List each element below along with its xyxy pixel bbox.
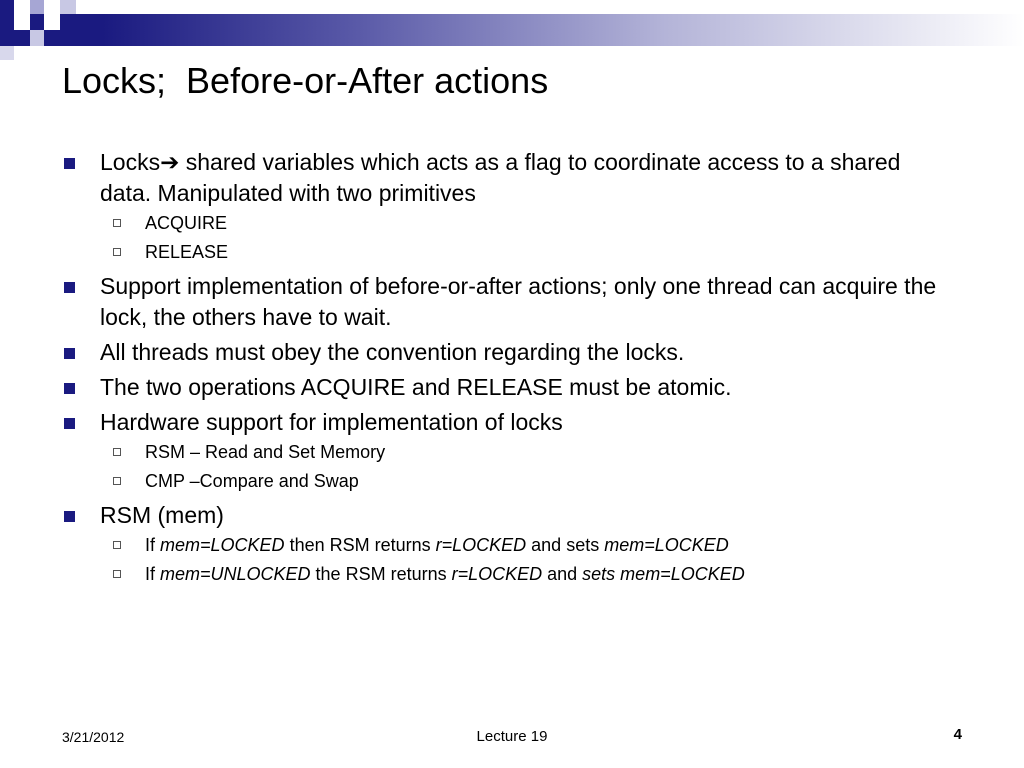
bullet-item xyxy=(62,337,942,368)
bullet-item xyxy=(62,147,942,209)
page-number: 4 xyxy=(953,726,962,743)
corner-square xyxy=(44,14,60,30)
header-gradient-bar xyxy=(0,14,1024,46)
sub-bullet-item xyxy=(62,531,942,560)
bullet-item xyxy=(62,500,942,531)
square-bullet-icon xyxy=(64,511,75,522)
sub-bullet-italic: r=LOCKED xyxy=(451,564,543,584)
hollow-square-bullet-icon xyxy=(113,570,121,578)
sub-bullet-item xyxy=(62,238,942,267)
sub-bullet-text: the RSM returns xyxy=(310,564,452,584)
square-bullet-icon xyxy=(64,348,75,359)
corner-square xyxy=(14,14,30,30)
sub-bullet-item xyxy=(62,560,942,589)
sub-bullet-italic: sets mem=LOCKED xyxy=(582,564,745,584)
sub-bullet-italic: mem=LOCKED xyxy=(160,535,285,555)
hollow-square-bullet-icon xyxy=(113,477,121,485)
sub-bullet-text: If xyxy=(145,535,161,555)
sub-bullet-item xyxy=(62,438,942,467)
square-bullet-icon xyxy=(64,383,75,394)
hollow-square-bullet-icon xyxy=(113,448,121,456)
footer-date: 3/21/2012 xyxy=(62,729,125,745)
bullet-text: RSM (mem) xyxy=(100,502,224,528)
sub-bullet-text: and sets xyxy=(526,535,605,555)
corner-square xyxy=(30,0,44,14)
sub-bullet-italic: mem=LOCKED xyxy=(604,535,729,555)
sub-bullet-text: RELEASE xyxy=(145,242,229,262)
square-bullet-icon xyxy=(64,282,75,293)
right-arrow-icon: ➔ xyxy=(160,149,180,175)
sub-bullet-text: RSM – Read and Set Memory xyxy=(145,442,386,462)
slide-title: Locks; Before-or-After actions xyxy=(62,60,549,101)
corner-square xyxy=(60,30,76,46)
corner-square xyxy=(0,0,14,14)
corner-square xyxy=(14,30,30,46)
sub-bullet-italic: r=LOCKED xyxy=(435,535,527,555)
bullet-text: All threads must obey the convention regarding the locks. xyxy=(100,339,685,365)
sub-bullet-text: If xyxy=(145,564,161,584)
square-bullet-icon xyxy=(64,418,75,429)
corner-square xyxy=(30,30,44,46)
hollow-square-bullet-icon xyxy=(113,248,121,256)
sub-bullet-item xyxy=(62,209,942,238)
sub-bullet-text: ACQUIRE xyxy=(145,213,228,233)
hollow-square-bullet-icon xyxy=(113,219,121,227)
bullet-item xyxy=(62,407,942,438)
bullet-item xyxy=(62,372,942,403)
sub-bullet-text: CMP –Compare and Swap xyxy=(145,471,359,491)
hollow-square-bullet-icon xyxy=(113,541,121,549)
square-bullet-icon xyxy=(64,158,75,169)
footer-lecture: Lecture 19 xyxy=(476,728,548,745)
slide-body xyxy=(62,143,942,589)
sub-bullet-item xyxy=(62,467,942,496)
bullet-text: shared variables which acts as a flag to coordinate access to a shared data. Manipulated with two primitives xyxy=(100,149,901,206)
corner-square xyxy=(60,0,76,14)
sub-bullet-italic: mem=UNLOCKED xyxy=(160,564,311,584)
bullet-item xyxy=(62,271,942,333)
sub-bullet-text: and xyxy=(542,564,583,584)
bullet-text: Support implementation of before-or-after actions; only one thread can acquire the lock, the others have to wait. xyxy=(100,273,937,330)
bullet-text: Locks xyxy=(100,149,161,175)
corner-square xyxy=(0,46,14,60)
bullet-text: The two operations ACQUIRE and RELEASE must be atomic. xyxy=(100,374,732,400)
bullet-text: Hardware support for implementation of locks xyxy=(100,409,563,435)
sub-bullet-text: then RSM returns xyxy=(284,535,436,555)
